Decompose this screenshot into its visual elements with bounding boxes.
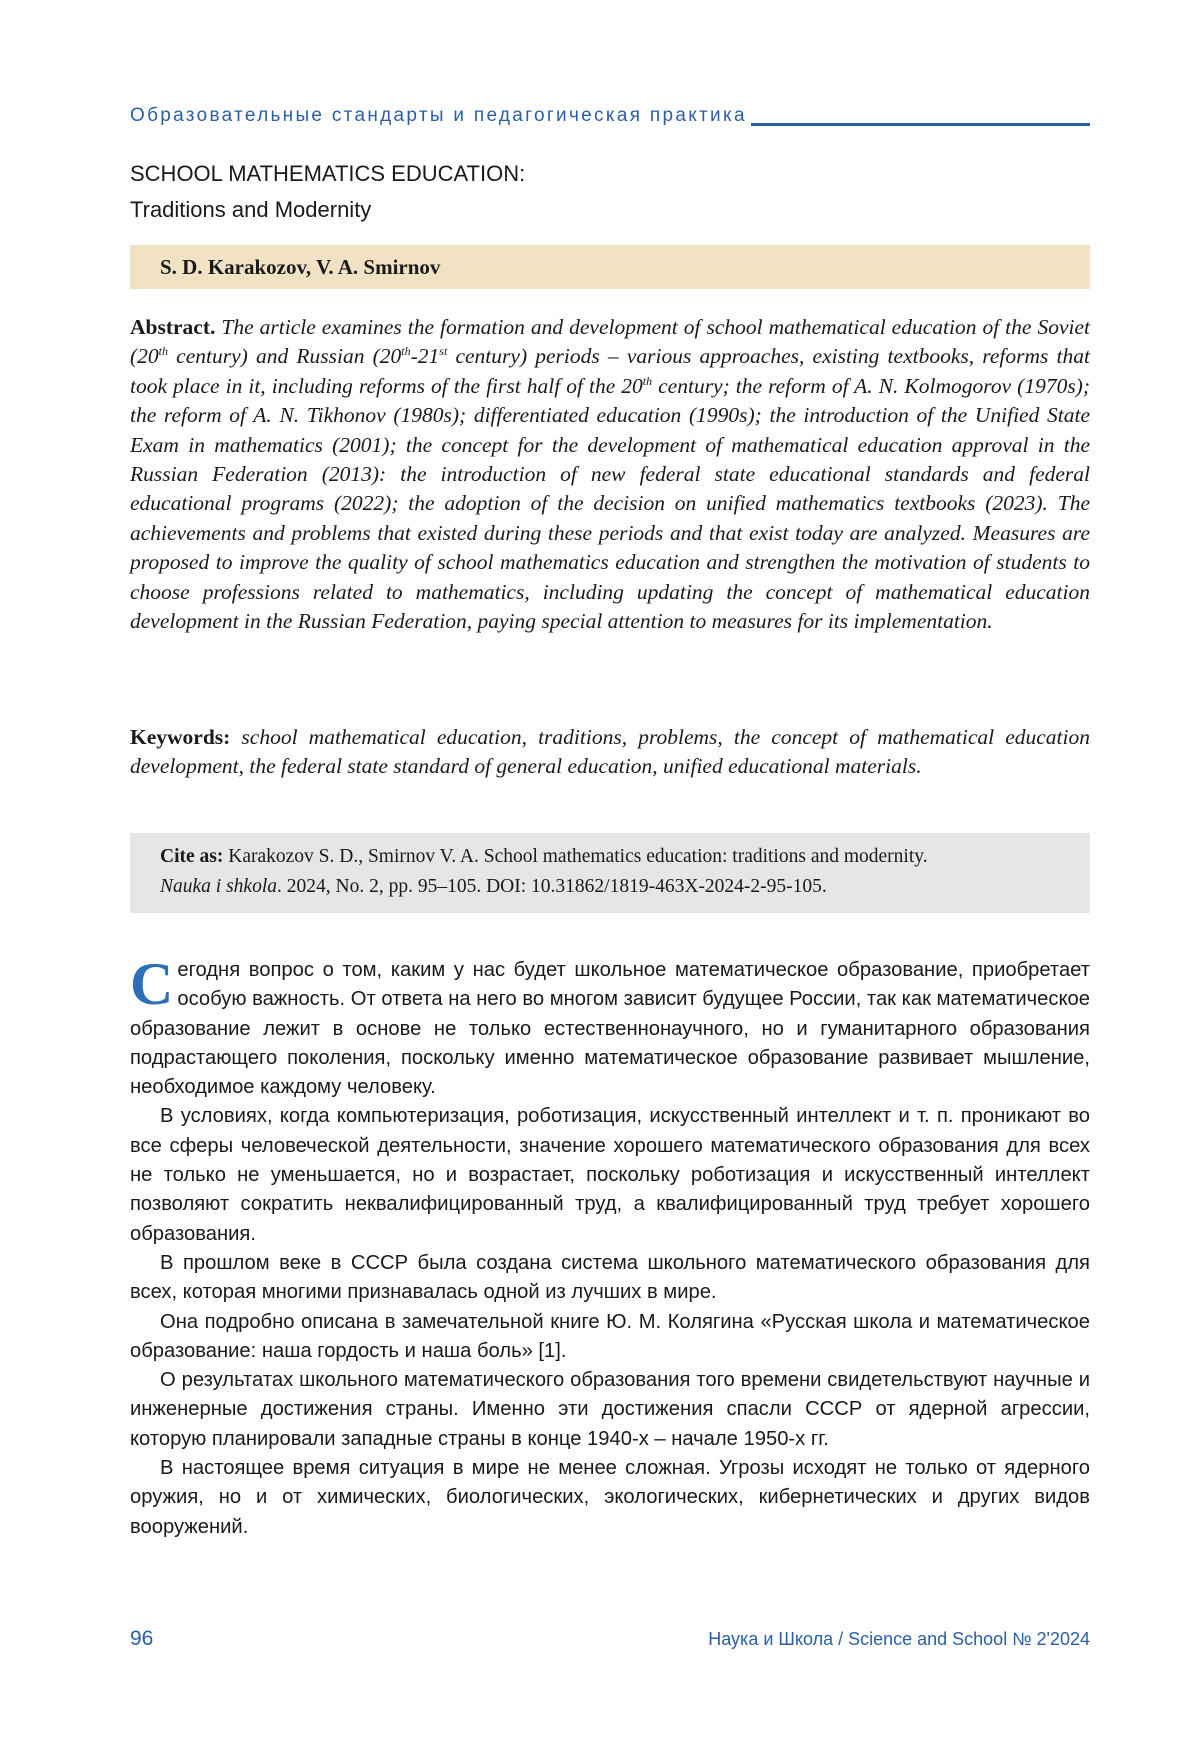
citation xyxy=(160,842,1070,902)
cite-text-2: . 2024, No. 2, pp. 95–105. DOI: 10.31862/1819-463X-2024-2-95-105. xyxy=(277,876,827,897)
body-paragraph-1-text: егодня вопрос о том, каким у нас будет школьное математическое образование, приобретает особую важность. От ответа на него во многом зависит будущее России, так как математическое образование лежит в основе не только естественнонаучного, но и гуманитарного образования подрастающего поколения, поскольку именно математическое образование развивает мышление, необходимое каждому человеку. xyxy=(130,959,1091,1099)
title-line-1: SCHOOL MATHEMATICS EDUCATION: xyxy=(130,161,526,186)
abstract-sup-4: th xyxy=(642,373,653,388)
abstract-sup-3: st xyxy=(439,344,448,359)
abstract-sup-2: th xyxy=(401,344,411,359)
journal-issue: Наука и Школа / Science and School № 2'2024 xyxy=(708,1629,1090,1649)
cite-label: Cite as: xyxy=(160,846,224,867)
cite-journal: Nauka i shkola xyxy=(160,876,277,897)
abstract-part-4: century) periods – various approaches, existing textbooks, reforms that took place in it, including reforms of the first half of the 20 xyxy=(130,344,1090,398)
abstract-part-5: century; the reform of A. N. Kolmogorov (1970s); the reform of A. N. Tikhonov (1980s); differentiated education (1990s); the introduction of the Unified State Exam in mathematics (2001); the concept for the development of mathematical education approval in the Russian Federation (2013): the introduction of new federal state educational standards and federal educational programs (2022); the adoption of the decision on unified mathematics textbooks (2023). The achievements and problems that existed during these periods and that exist today are analyzed. Measures are proposed to improve the quality of school mathematics education and strengthen the motivation of students to choose professions related to mathematics, including updating the concept of mathematical education development in the Russian Federation, paying special attention to measures for its implementation. xyxy=(130,373,1091,634)
body-paragraph-4: Она подробно описана в замечательной книге Ю. М. Колягина «Русская школа и математическое образование: наша гордость и наша боль» [1]. xyxy=(130,1310,1090,1362)
article-title xyxy=(130,156,1090,228)
page-footer xyxy=(130,1625,1090,1655)
keywords-label: Keywords: xyxy=(130,725,231,749)
abstract-part-3: -21 xyxy=(410,344,440,369)
abstract xyxy=(130,313,1090,636)
page-number: 96 xyxy=(130,1627,154,1650)
cite-text-1: Karakozov S. D., Smirnov V. A. School mathematics education: traditions and modernity. xyxy=(223,846,928,867)
keywords xyxy=(130,723,1090,782)
authors-bar xyxy=(130,245,1090,289)
abstract-sup-1: th xyxy=(158,344,169,359)
body-paragraph-2: В условиях, когда компьютеризация, роботизация, искусственный интеллект и т. п. проникают во все сферы человеческой деятельности, значение хорошего математического образования для всех не только не уменьшается, но и возрастает, поскольку роботизация и искусственный интеллект позволяют сократить неквалифицированный труд, а квалифицированный труд требует хорошего образования. xyxy=(130,1105,1090,1245)
running-title: Образовательные стандарты и педагогическая практика xyxy=(130,104,751,128)
running-header xyxy=(130,104,1090,132)
abstract-text xyxy=(130,315,1090,633)
body-paragraph-6: В настоящее время ситуация в мире не менее сложная. Угрозы исходят не только от ядерного оружия, но и от химических, биологических, экологических, кибернетических и других видов вооружений. xyxy=(130,1457,1090,1538)
abstract-part-2: century) and Russian (20 xyxy=(168,344,402,369)
authors: S. D. Karakozov, V. A. Smirnov xyxy=(160,255,441,279)
article-body xyxy=(130,951,1091,1542)
body-paragraph-1 xyxy=(130,951,1091,1102)
drop-cap: С xyxy=(130,951,174,1017)
body-paragraph-5: О результатах школьного математического образования того времени свидетельствуют научные и инженерные достижения страны. Именно эти достижения спасли СССР от ядерной агрессии, которую планировали западные страны в конце 1940-х – начале 1950-х гг. xyxy=(130,1369,1090,1450)
title-line-2: Traditions and Modernity xyxy=(130,197,372,222)
body-paragraph-3: В прошлом веке в СССР была создана система школьного математического образования для всех, которая многими признавалась одной из лучших в мире. xyxy=(130,1251,1090,1304)
abstract-part-1: The article examines the formation and development of school mathematical education of the Soviet (20 xyxy=(130,315,1090,369)
cite-box xyxy=(130,833,1090,913)
keywords-text: school mathematical education, traditions, problems, the concept of mathematical education development, the federal state standard of general education, unified educational materials. xyxy=(130,725,1090,779)
abstract-label: Abstract. xyxy=(130,315,216,339)
